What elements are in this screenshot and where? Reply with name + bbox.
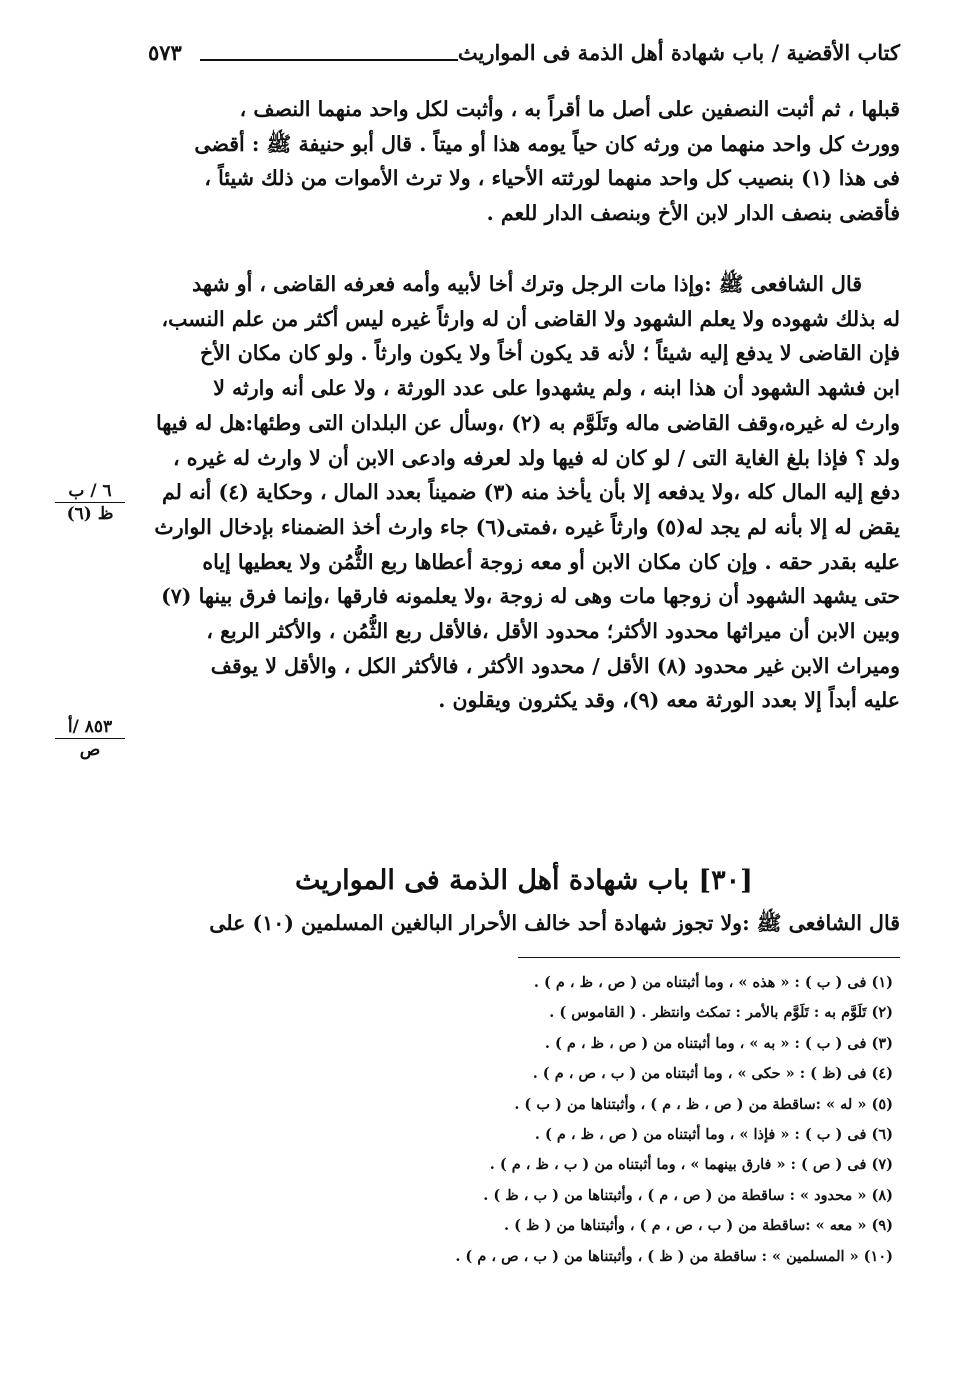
page-number: ٥٧٣ bbox=[148, 40, 182, 65]
margin-note-source: ص bbox=[79, 740, 101, 760]
section-heading: [٣٠] باب شهادة أهل الذمة فى المواريث bbox=[295, 865, 753, 896]
manuscript-margin-note bbox=[55, 716, 125, 761]
text-line: له بذلك شهوده ولا يعلم الشهود ولا القاضى أن له وارثاً غيره ليس أكثر من علم النسب، bbox=[161, 306, 900, 331]
text-line: عليه بقدر حقه . وإن كان مكان الابن أو معه زوجة أعطاها ربع الثُّمُن ولا يعطيها إياه bbox=[202, 549, 900, 574]
footnote: (٩) « معه » :ساقطة من ( ب ، ص ، م ) ، وأثبتناها من ( ظ ) . bbox=[503, 1217, 893, 1235]
footnote: (٨) « محدود » : ساقطة من ( ص ، م ) ، وأثبتناها من ( ب ، ظ ) . bbox=[483, 1186, 893, 1204]
text-line: فى هذا (١) بنصيب كل واحد منهما لورثته الأحياء ، ولا ترث الأموات من ذلك شيئاً ، bbox=[204, 166, 900, 191]
manuscript-margin-note bbox=[55, 480, 125, 525]
footnote: (١٠) « المسلمين » : ساقطة من ( ظ ) ، وأثبتناها من ( ب ، ص ، م ) . bbox=[455, 1247, 893, 1265]
header-title: كتاب الأقضية / باب شهادة أهل الذمة فى المواريث bbox=[457, 40, 900, 65]
text-line: وارث له غيره،وقف القاضى ماله وتَلَوَّم به (٢) ،وسأل عن البلدان التى وطئها:هل له فيها bbox=[156, 410, 900, 435]
text-line: دفع إليه المال كله ،ولا يدفعه إلا بأن يأخذ منه (٣) ضميناً بعدد المال ، وحكاية (٤) أنه لم bbox=[161, 480, 900, 505]
paragraph-1 bbox=[148, 92, 900, 231]
footnote: (١) فى ( ب ) : « هذه » ، وما أثبتناه من ( ص ، ظ ، م ) . bbox=[533, 974, 893, 991]
text-line: ولد ؟ فإذا بلغ الغاية التى / لو كان له فيها ولد لعرفه وادعى الابن أن لا وارث له غيره ، bbox=[172, 445, 900, 470]
footnotes bbox=[148, 968, 893, 1272]
text-line: وميراث الابن غير محدود (٨) الأقل / محدود الأكثر ، فالأكثر الكل ، والأقل لا يوقف bbox=[210, 653, 900, 678]
footnote: (٧) فى ( ص ) : « فارق بينهما » ، وما أثبتناه من ( ب ، ظ ، م ) . bbox=[489, 1156, 893, 1174]
text-line: حتى يشهد الشهود أن زوجها مات وهى له زوجة ،ولا يعلمونه فارقها ،وإنما فرق بينها (٧) bbox=[161, 584, 900, 609]
margin-note-folio: ٨٥٣ /أ bbox=[55, 716, 125, 739]
paragraph-2 bbox=[148, 267, 900, 718]
text-line: وبين الابن أن ميراثها محدود الأكثر؛ محدود الأقل ،فالأقل ربع الثُّمُن ، والأكثر الربع ، bbox=[206, 619, 900, 644]
margin-note-folio: ٦ / ب bbox=[55, 480, 125, 503]
text-line: عليه أبداً إلا بعدد الورثة معه (٩)، وقد يكثرون ويقلون . bbox=[438, 688, 900, 713]
section-first-line: قال الشافعى ﷺ :ولا تجوز شهادة أحد خالف الأحرار البالغين المسلمين (١٠) على bbox=[209, 911, 900, 935]
running-header bbox=[148, 34, 900, 74]
text-line: قال الشافعى ﷺ :وإذا مات الرجل وترك أخا لأبيه وأمه فعرفه القاضى ، أو شهد bbox=[192, 272, 862, 296]
text-line: يقض له إلا بأنه لم يجد له(٥) وارثاً غيره ،فمتى(٦) جاء وارث أخذ الضمناء بإدخال الوارث bbox=[154, 514, 900, 539]
footnote-separator bbox=[518, 957, 900, 958]
text-line: وورث كل واحد منهما من ورثه كان حياً يومه هذا أو ميتاً . قال أبو حنيفة ﷺ : أقضى bbox=[194, 131, 900, 156]
text-line: فأقضى بنصف الدار لابن الأخ وبنصف الدار للعم . bbox=[486, 201, 900, 226]
footnote: (٥) « له » :ساقطة من ( ص ، ظ ، م ) ، وأثبتناها من ( ب ) . bbox=[514, 1095, 893, 1113]
footnote: (٤) فى (ظ ) : « حكى » ، وما أثبتناه من ( ب ، ص ، م ) . bbox=[532, 1065, 893, 1083]
text-line: قبلها ، ثم أثبت النصفين على أصل ما أقراً به ، وأثبت لكل واحد منهما النصف ، bbox=[239, 97, 900, 121]
header-rule bbox=[200, 59, 458, 61]
footnote: (٢) تَلَوَّم به : تَلَوَّم بالأمر : تمكث وانتظر . ( القاموس ) . bbox=[549, 1004, 893, 1022]
footnote: (٣) فى ( ب ) : « به » ، وما أثبتناه من ( ص ، ظ ، م ) . bbox=[544, 1034, 893, 1052]
text-line: ابن فشهد الشهود أن هذا ابنه ، ولم يشهدوا على عدد الورثة ، ولا على أنه وارثه لا bbox=[213, 376, 900, 401]
footnote: (٦) فى ( ب ) : « فإذا » ، وما أثبتناه من ( ص ، ظ ، م ) . bbox=[534, 1126, 893, 1144]
text-line: فإن القاضى لا يدفع إليه شيئاً ؛ لأنه قد يكون أخاً ولا يكون وارثاً . ولو كان مكان الأخ bbox=[199, 341, 900, 366]
margin-note-source: ظ (٦) bbox=[66, 504, 114, 524]
